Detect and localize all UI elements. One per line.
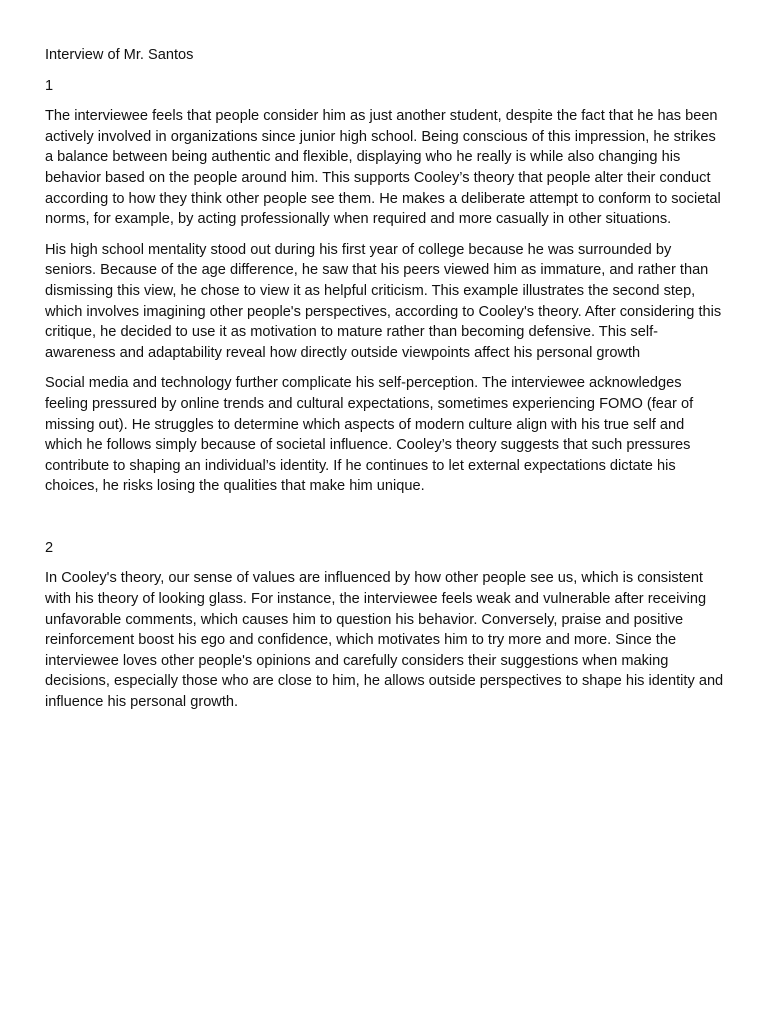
document-body [45, 45, 725, 723]
section-gap [45, 507, 725, 538]
section-2 [45, 538, 725, 713]
document-title: Interview of Mr. Santos [45, 47, 194, 63]
section-1 [45, 76, 725, 497]
paragraph: His high school mentality stood out during his first year of college because he was surrounded by seniors. Because of the age difference, he saw that his peers viewed him as immature, and rather than dismissing this view, he chose to view it as helpful criticism. This example illustrates the second step, which involves imagining other people's perspectives, according to Cooley's theory. After considering this critique, he decided to use it as motivation to mature rather than becoming defensive. This self-awareness and adaptability reveal how directly outside viewpoints affect his personal growth [45, 241, 722, 361]
section-number: 1 [45, 77, 54, 94]
paragraph: In Cooley's theory, our sense of values are influenced by how other people see us, which is consistent with his theory of looking glass. For instance, the interviewee feels weak and vulnerable after receiving unfavorable comments, which causes him to question his behavior. Conversely, praise and positive reinforcement boost his ego and confidence, which motivates him to try more and more. Since the interviewee loves other people's opinions and carefully considers their suggestions when making decisions, especially those who are close to him, he allows outside perspectives to shape his identity and influence his personal growth. [45, 570, 724, 711]
paragraph: The interviewee feels that people consider him as just another student, despite the fact that he has been actively involved in organizations since junior high school. Being conscious of this impression, he strikes a balance between being authentic and flexible, displaying who he really is while also changing his behavior based on the people around him. This supports Cooley’s theory that people alter their conduct according to how they think other people see them. He makes a deliberate attempt to conform to societal norms, for example, by acting professionally when required and more casually in other situations. [45, 108, 721, 228]
paragraph: Social media and technology further complicate his self-perception. The interviewee acknowledges feeling pressured by online trends and cultural expectations, sometimes experiencing FOMO (fear of missing out). He struggles to determine which aspects of modern culture align with his true self and which he follows simply because of societal influence. Cooley’s theory suggests that such pressures contribute to shaping an individual’s identity. If he continues to let external expectations dictate his choices, he risks losing the qualities that make him unique. [45, 375, 694, 495]
section-number: 2 [45, 539, 54, 556]
